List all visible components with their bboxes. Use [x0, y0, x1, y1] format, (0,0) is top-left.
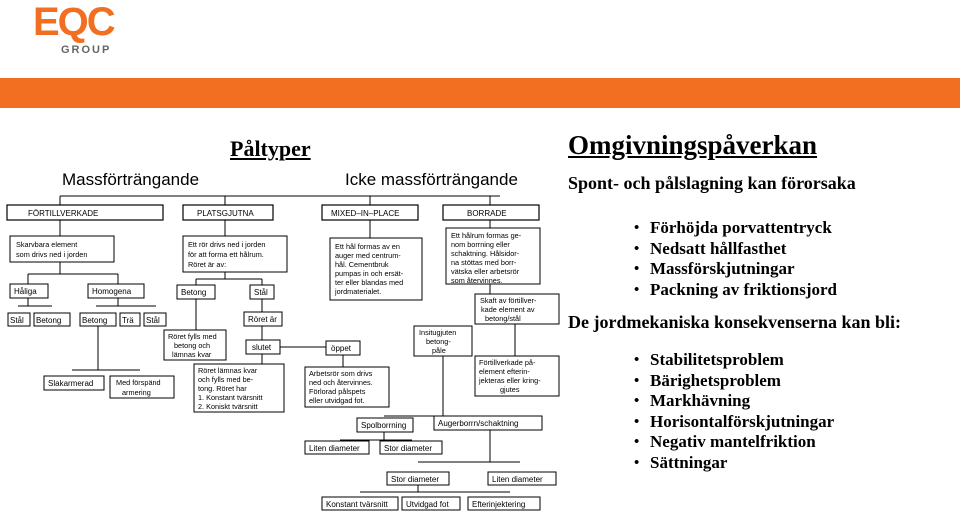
label-augerborrn: Augerborrn/schaktning: [438, 419, 519, 428]
desc-mixed-2: auger med centrum-: [335, 251, 401, 260]
label-roret-lamnas-3: tong. Röret har: [198, 384, 247, 393]
label-skaft-3: betong/stål: [485, 314, 521, 323]
label-roret-fylls-1: Röret fylls med: [168, 332, 217, 341]
label-efterinjektering: Efterinjektering: [472, 500, 526, 509]
list-item: • Nedsatt hållfasthet: [632, 239, 837, 260]
desc-fortillverkade-1: Skarvbara element: [16, 240, 78, 249]
label-platsgjutna-stal: Stål: [254, 288, 268, 297]
label-arbetsror-4: eller utvidgad fot.: [309, 396, 365, 405]
label-fortillverkade-pal-3: jekteras eller kring-: [479, 376, 541, 385]
label-fortillverkade-pal-4: gjutes: [500, 385, 520, 394]
header-icke-massforträngande: Icke massförträngande: [345, 170, 518, 189]
label-liten-diameter-2: Liten diameter: [492, 475, 543, 484]
consequence-intro: De jordmekaniska konsekvenserna kan bli:: [568, 312, 902, 332]
label-skaft-2: kade element av: [481, 305, 535, 314]
label-arbetsror-3: Förlorad pålspets: [309, 387, 366, 396]
label-roret-lamnas-2: och fylls med be-: [198, 375, 254, 384]
list-item: • Bärighetsproblem: [632, 371, 834, 392]
desc-platsgjutna-3: Röret är av:: [188, 260, 227, 269]
desc-mixed-3: hål. Cementbruk: [335, 260, 389, 269]
list-item: • Horisontalförskjutningar: [632, 412, 834, 433]
label-oppet: öppet: [331, 344, 352, 353]
list-item: • Förhöjda porvattentryck: [632, 218, 837, 239]
label-roret-ar: Röret är: [248, 315, 277, 324]
desc-borrade-1: Ett hålrum formas ge-: [451, 231, 522, 240]
label-fortillverkade-pal-1: Förtillverkade på-: [479, 358, 536, 367]
label-betong-1: Betong: [36, 316, 62, 325]
desc-platsgjutna-1: Ett rör drivs ned i jorden: [188, 240, 266, 249]
label-arbetsror-2: ned och återvinnes.: [309, 378, 373, 387]
cat-platsgjutna-label: PLATSGJUTNA: [197, 209, 254, 218]
label-slutet: slutet: [252, 343, 272, 352]
label-roret-lamnas-4: 1. Konstant tvärsnitt: [198, 393, 263, 402]
header-banner: [0, 78, 960, 108]
desc-fortillverkade-2: som drivs ned i jorden: [16, 250, 88, 259]
label-insitu-2: betong-: [426, 337, 451, 346]
label-betong-2: Betong: [82, 316, 108, 325]
desc-mixed-4: pumpas in och ersät-: [335, 269, 404, 278]
eqc-logo: [33, 0, 123, 58]
label-forspand-2: armering: [122, 388, 151, 397]
desc-borrade-5: vätska eller arbetsrör: [451, 267, 520, 276]
label-slakarmerad: Slakarmerad: [48, 379, 94, 388]
effects-list: [632, 218, 837, 300]
label-arbetsror-1: Arbetsrör som drivs: [309, 369, 373, 378]
label-insitu-1: Insitugjuten: [419, 328, 457, 337]
label-stal-2: Stål: [146, 316, 160, 325]
pile-type-diagram: [0, 160, 560, 513]
label-tra: Trä: [122, 316, 134, 325]
list-item: • Negativ mantelfriktion: [632, 432, 834, 453]
list-item: • Markhävning: [632, 391, 834, 412]
label-utvidgad: Utvidgad fot: [406, 500, 449, 509]
cat-fortillverkade-label: FÖRTILLVERKADE: [28, 209, 99, 218]
header-massforträngande: Massförträngande: [62, 170, 200, 189]
label-haliga: Håliga: [14, 287, 37, 296]
label-platsgjutna-betong: Betong: [181, 288, 207, 297]
desc-mixed-5: ter eller blandas med: [335, 278, 404, 287]
desc-borrade-4: na stöttas med borr-: [451, 258, 517, 267]
subtitle: Spont- och pålslagning kan förorsaka: [568, 173, 856, 193]
label-stor-diameter-1: Stor diameter: [384, 444, 433, 453]
label-skaft-1: Skaft av förtillver-: [480, 296, 537, 305]
desc-mixed-1: Ett hål formas av en: [335, 242, 400, 251]
desc-borrade-3: schaktning. Hålsidor-: [451, 249, 520, 258]
label-forspand-1: Med förspänd: [116, 378, 161, 387]
label-spolborrning: Spolborrning: [361, 421, 407, 430]
left-title: Påltyper: [230, 136, 311, 161]
desc-platsgjutna-2: för att forma ett hålrum.: [188, 250, 264, 259]
right-title: Omgivningspåverkan: [568, 130, 818, 160]
list-item: • Sättningar: [632, 453, 834, 474]
label-stor-diameter-2: Stor diameter: [391, 475, 440, 484]
list-item: • Stabilitetsproblem: [632, 350, 834, 371]
label-konstant: Konstant tvärsnitt: [326, 500, 388, 509]
label-roret-lamnas-1: Röret lämnas kvar: [198, 366, 258, 375]
desc-borrade-2: nom borrning eller: [451, 240, 510, 249]
consequences-list: [632, 350, 834, 473]
logo-text: EQC: [33, 0, 114, 44]
label-fortillverkade-pal-2: element efterin-: [479, 367, 530, 376]
desc-borrade-6: som återvinnes.: [451, 276, 503, 285]
list-item: • Massförskjutningar: [632, 259, 837, 280]
label-homogena: Homogena: [92, 287, 132, 296]
label-roret-fylls-2: betong och: [174, 341, 211, 350]
list-item: • Packning av friktionsjord: [632, 280, 837, 301]
logo-subtext: GROUP: [61, 44, 112, 56]
label-insitu-3: påle: [432, 346, 446, 355]
label-liten-diameter-1: Liten diameter: [309, 444, 360, 453]
cat-mixed-label: MIXED–IN–PLACE: [331, 209, 400, 218]
label-roret-fylls-3: lämnas kvar: [172, 350, 212, 359]
desc-mixed-6: jordmaterialet.: [335, 287, 382, 296]
cat-borrade-label: BORRADE: [467, 209, 507, 218]
label-roret-lamnas-5: 2. Koniskt tvärsnitt: [198, 402, 258, 411]
label-stal-1: Stål: [10, 316, 24, 325]
